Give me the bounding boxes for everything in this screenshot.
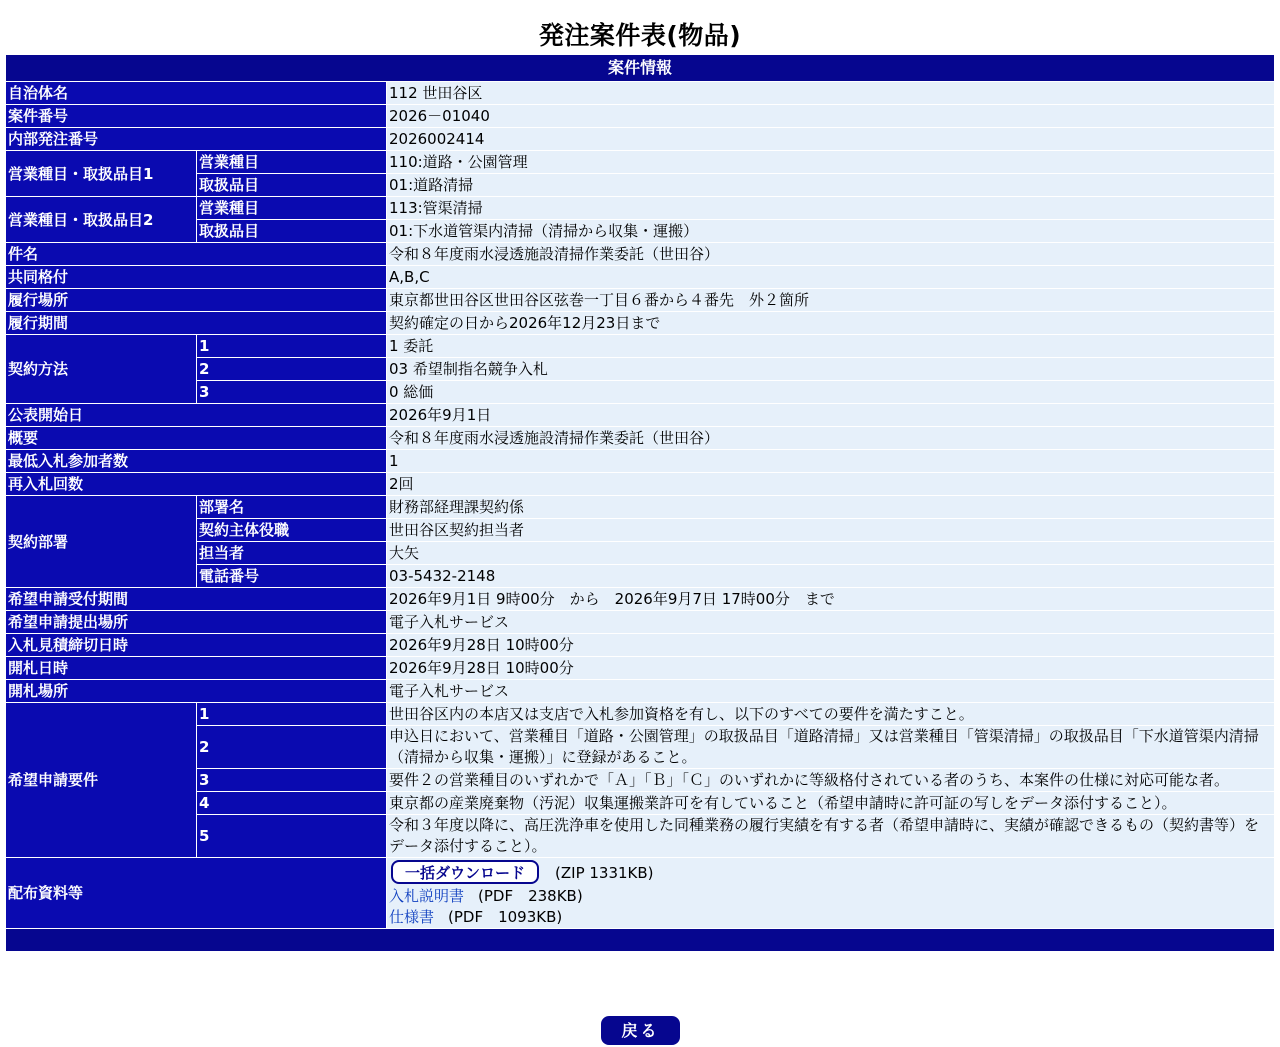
business2-type-label: 営業種目	[196, 197, 386, 219]
row-contract-method-3	[6, 381, 1274, 403]
business2-type-value: 113:管渠清掃	[386, 197, 1274, 219]
phone-value: 03-5432-2148	[386, 565, 1274, 587]
joint-grade-label: 共同格付	[6, 266, 386, 288]
business2-item-label: 取扱品目	[196, 220, 386, 242]
bid-deadline-label: 入札見積締切日時	[6, 634, 386, 656]
file-info: (PDF 238KB)	[478, 887, 583, 905]
person-value: 大矢	[386, 542, 1274, 564]
application-place-value: 電子入札サービス	[386, 611, 1274, 633]
business1-type-label: 営業種目	[196, 151, 386, 173]
row-requirement-5	[6, 815, 1274, 857]
internal-number-value: 2026002414	[386, 128, 1274, 150]
back-button[interactable]: 戻る	[601, 1016, 680, 1045]
row-min-bidders	[6, 450, 1274, 472]
row-opening-place	[6, 680, 1274, 702]
row-documents	[6, 858, 1274, 928]
row-application-place	[6, 611, 1274, 633]
case-info-table	[6, 54, 1274, 952]
department-label: 契約部署	[6, 496, 196, 587]
summary-label: 概要	[6, 427, 386, 449]
row-business2-type	[6, 197, 1274, 219]
requirement-value: 東京都の産業廃棄物（汚泥）収集運搬業許可を有していること（希望申請時に許可証の写しをデータ添付すること）。	[386, 792, 1274, 814]
row-department-name	[6, 496, 1274, 518]
application-place-label: 希望申請提出場所	[6, 611, 386, 633]
case-name-label: 件名	[6, 243, 386, 265]
contract-method-label: 契約方法	[6, 335, 196, 403]
person-label: 担当者	[196, 542, 386, 564]
dept-name-label: 部署名	[196, 496, 386, 518]
row-opening-datetime	[6, 657, 1274, 679]
page-title: 発注案件表(物品)	[538, 21, 742, 50]
min-bidders-value: 1	[386, 450, 1274, 472]
requirement-no: 2	[196, 726, 386, 768]
contract-method-no: 2	[196, 358, 386, 380]
officer-label: 契約主体役職	[196, 519, 386, 541]
contract-method-value: 03 希望制指名競争入札	[386, 358, 1274, 380]
row-municipality	[6, 82, 1274, 104]
section-header: 案件情報	[6, 55, 1274, 81]
row-summary	[6, 427, 1274, 449]
row-case-name	[6, 243, 1274, 265]
contract-method-value: 1 委託	[386, 335, 1274, 357]
footer-bar	[6, 929, 1274, 951]
summary-value: 令和８年度雨水浸透施設清掃作業委託（世田谷）	[386, 427, 1274, 449]
row-internal-number	[6, 128, 1274, 150]
requirement-value: 世田谷区内の本店又は支店で入札参加資格を有し、以下のすべての要件を満たすこと。	[386, 703, 1274, 725]
municipality-label: 自治体名	[6, 82, 386, 104]
opening-place-value: 電子入札サービス	[386, 680, 1274, 702]
rebid-count-label: 再入札回数	[6, 473, 386, 495]
documents-value	[386, 858, 1274, 928]
documents-label: 配布資料等	[6, 858, 386, 928]
row-requirement-1	[6, 703, 1274, 725]
file-link-spec[interactable]: 仕様書	[389, 908, 435, 926]
row-department-person	[6, 542, 1274, 564]
row-business1-type	[6, 151, 1274, 173]
row-department-officer	[6, 519, 1274, 541]
bid-deadline-value: 2026年9月28日 10時00分	[386, 634, 1274, 656]
publish-date-label: 公表開始日	[6, 404, 386, 426]
row-joint-grade	[6, 266, 1274, 288]
row-contract-method-1	[6, 335, 1274, 357]
row-business2-item	[6, 220, 1274, 242]
row-requirement-3	[6, 769, 1274, 791]
bulk-download-button[interactable]: 一括ダウンロード	[391, 860, 539, 884]
rebid-count-value: 2回	[386, 473, 1274, 495]
row-requirement-4	[6, 792, 1274, 814]
row-period	[6, 312, 1274, 334]
application-period-label: 希望申請受付期間	[6, 588, 386, 610]
row-location	[6, 289, 1274, 311]
row-publish-date	[6, 404, 1274, 426]
row-requirement-2	[6, 726, 1274, 768]
row-department-phone	[6, 565, 1274, 587]
contract-method-value: 0 総価	[386, 381, 1274, 403]
contract-method-no: 1	[196, 335, 386, 357]
file-link-explanation[interactable]: 入札説明書	[389, 887, 465, 905]
requirement-value: 令和３年度以降に、高圧洗浄車を使用した同種業務の履行実績を有する者（希望申請時に、実績が確認できるもの（契約書等）をデータ添付すること）。	[386, 815, 1274, 857]
location-label: 履行場所	[6, 289, 386, 311]
row-bid-deadline	[6, 634, 1274, 656]
municipality-value: 112 世田谷区	[386, 82, 1274, 104]
opening-datetime-label: 開札日時	[6, 657, 386, 679]
row-case-number	[6, 105, 1274, 127]
requirement-no: 4	[196, 792, 386, 814]
requirement-value: 申込日において、営業種目「道路・公園管理」の取扱品目「道路清掃」又は営業種目「管渠清掃」の取扱品目「下水道管渠内清掃（清掃から収集・運搬）」に登録があること。	[386, 726, 1274, 768]
case-number-value: 2026－01040	[386, 105, 1274, 127]
joint-grade-value: A,B,C	[386, 266, 1274, 288]
phone-label: 電話番号	[196, 565, 386, 587]
requirements-label: 希望申請要件	[6, 703, 196, 857]
period-label: 履行期間	[6, 312, 386, 334]
opening-place-label: 開札場所	[6, 680, 386, 702]
business2-label: 営業種目・取扱品目2	[6, 197, 196, 242]
min-bidders-label: 最低入札参加者数	[6, 450, 386, 472]
business2-item-value: 01:下水道管渠内清掃（清掃から収集・運搬）	[386, 220, 1274, 242]
officer-value: 世田谷区契約担当者	[386, 519, 1274, 541]
row-rebid-count	[6, 473, 1274, 495]
application-period-value: 2026年9月1日 9時00分 から 2026年9月7日 17時00分 まで	[386, 588, 1274, 610]
internal-number-label: 内部発注番号	[6, 128, 386, 150]
row-contract-method-2	[6, 358, 1274, 380]
case-number-label: 案件番号	[6, 105, 386, 127]
case-name-value: 令和８年度雨水浸透施設清掃作業委託（世田谷）	[386, 243, 1274, 265]
opening-datetime-value: 2026年9月28日 10時00分	[386, 657, 1274, 679]
business1-item-value: 01:道路清掃	[386, 174, 1274, 196]
file-info: (PDF 1093KB)	[448, 908, 563, 926]
requirement-value: 要件２の営業種目のいずれかで「Ａ」「Ｂ」「Ｃ」のいずれかに等級格付されている者のうち、本案件の仕様に対応可能な者。	[386, 769, 1274, 791]
dept-name-value: 財務部経理課契約係	[386, 496, 1274, 518]
row-application-period	[6, 588, 1274, 610]
download-info: (ZIP 1331KB)	[555, 864, 654, 882]
business1-type-value: 110:道路・公園管理	[386, 151, 1274, 173]
row-business1-item	[6, 174, 1274, 196]
contract-method-no: 3	[196, 381, 386, 403]
requirement-no: 3	[196, 769, 386, 791]
business1-item-label: 取扱品目	[196, 174, 386, 196]
requirement-no: 1	[196, 703, 386, 725]
location-value: 東京都世田谷区世田谷区弦巻一丁目６番から４番先 外２箇所	[386, 289, 1274, 311]
publish-date-value: 2026年9月1日	[386, 404, 1274, 426]
requirement-no: 5	[196, 815, 386, 857]
business1-label: 営業種目・取扱品目1	[6, 151, 196, 196]
period-value: 契約確定の日から2026年12月23日まで	[386, 312, 1274, 334]
